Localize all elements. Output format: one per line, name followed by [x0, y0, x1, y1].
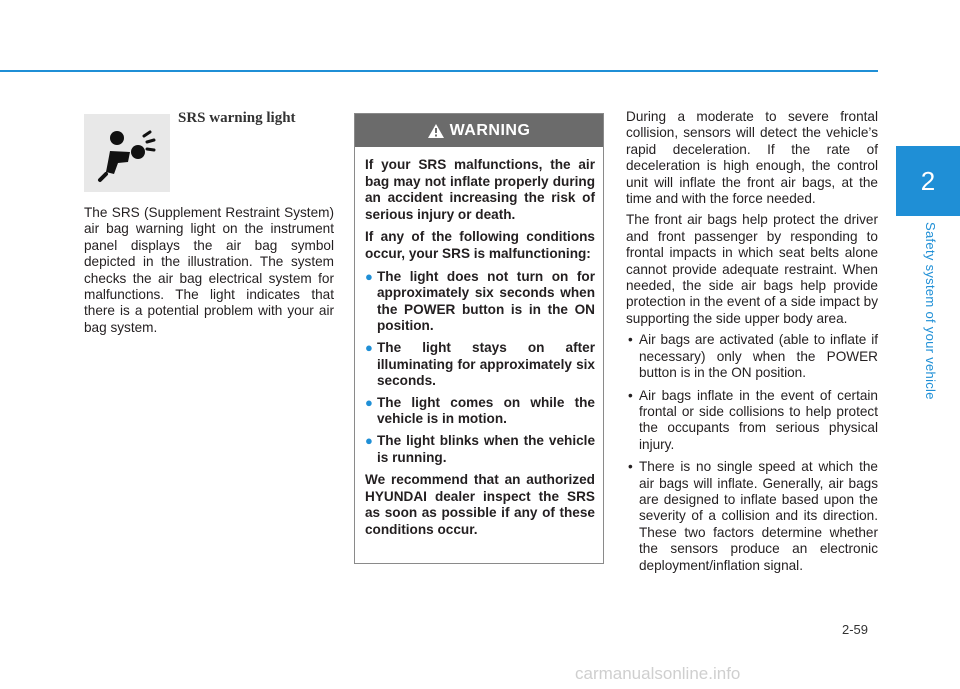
bullet-icon: ●: [365, 432, 373, 448]
warning-list: [365, 269, 595, 467]
warning-recommendation: We recommend that an authorized HYUNDAI dealer inspect the SRS as soon as possible if any of these conditions occur.: [365, 472, 595, 537]
warning-header: [355, 114, 603, 147]
warning-content: [355, 147, 603, 538]
section-title: SRS warning light: [178, 110, 296, 126]
airbag-warning-icon: [84, 114, 170, 192]
right-column: [626, 109, 878, 580]
list-item: • There is no single speed at which the air bags will inflate. Generally, air bags are designed to inflate based upon the severity of a collision and its direction. These two factors determine whether the sensors produce an electronic deployment/inflation signal.: [628, 459, 878, 573]
bullet-icon: •: [628, 459, 633, 475]
page-number: 2-59: [842, 622, 869, 637]
bullet-icon: ●: [365, 268, 373, 284]
header-rule: [0, 70, 878, 72]
right-paragraph-2: The front air bags help protect the driver and front passenger by responding to frontal impacts in which seat belts alone cannot provide adequate restraint. When needed, the side air bags help provide protection in the event of a side impact by supporting the side upper body area.: [626, 212, 878, 326]
warning-intro: If your SRS malfunctions, the air bag may not inflate properly during an accident increasing the risk of serious injury or death.: [365, 157, 595, 222]
watermark: carmanualsonline.info: [575, 664, 741, 683]
section-body: The SRS (Supplement Restraint System) air bag warning light on the instrument panel displays the air bag symbol depicted in the illustration. The system checks the air bag electrical system for malfunctions. The light indicates that there is a potential problem with your air bag system.: [84, 205, 334, 335]
list-item: • Air bags inflate in the event of certain frontal or side collisions to help protect the occupants from serious physical injury.: [628, 387, 878, 452]
right-paragraph-1: During a moderate to severe frontal collision, sensors will detect the vehicle’s rapid deceleration. If the rate of deceleration is high enough, the control unit will inflate the front air bags, at the time and with the force needed.: [626, 109, 878, 207]
bullet-icon: •: [628, 332, 633, 348]
warning-conditions-intro: If any of the following conditions occur, your SRS is malfunctioning:: [365, 229, 595, 261]
list-item: ● The light comes on while the vehicle is in motion.: [365, 394, 595, 427]
warning-header-label: WARNING: [449, 121, 531, 139]
warning-box: [354, 113, 604, 564]
bullet-icon: ●: [365, 339, 373, 355]
srs-icon-box: [84, 114, 170, 192]
list-item: • Air bags are activated (able to inflate if necessary) only when the POWER button is in the ON position.: [628, 332, 878, 381]
bullet-icon: •: [628, 387, 633, 403]
list-item: ● The light stays on after illuminating for approximately six seconds.: [365, 339, 595, 389]
list-item: ● The light does not turn on for approximately six seconds when the POWER button is in the ON position.: [365, 268, 595, 334]
list-item: ● The light blinks when the vehicle is running.: [365, 432, 595, 465]
warning-triangle-icon: [428, 124, 444, 138]
bullet-icon: ●: [365, 394, 373, 410]
right-bullet-list: [626, 332, 878, 574]
chapter-tab: 2: [896, 146, 960, 216]
